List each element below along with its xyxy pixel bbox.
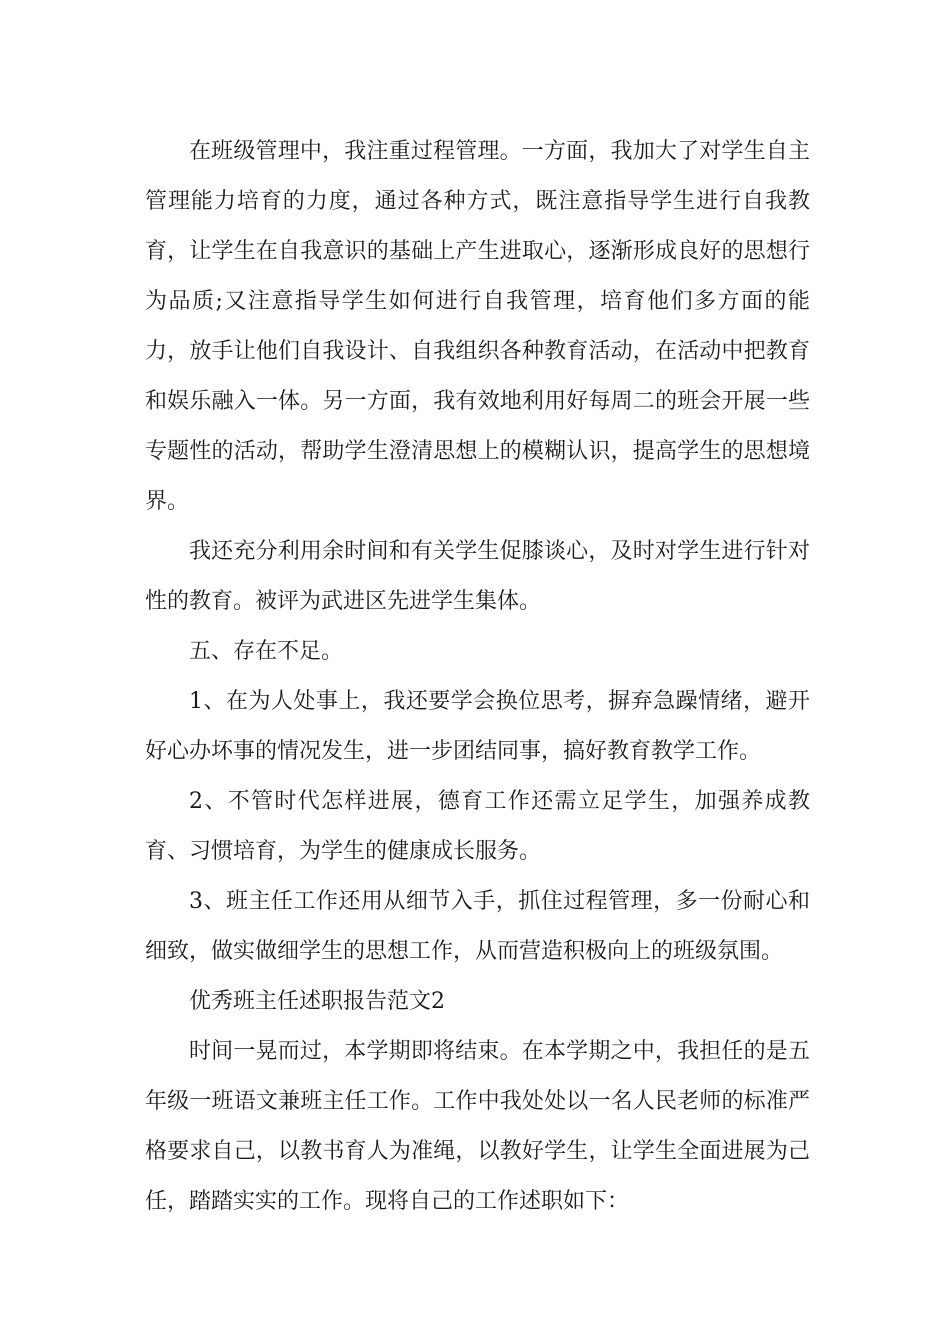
paragraph-intro-2: 时间一晃而过，本学期即将结束。在本学期之中，我担任的是五年级一班语文兼班主任工作。工作中我处处以一名人民老师的标准严格要求自己，以教书育人为准绳，以教好学生，让学生全面进展为己任，踏踏实实的工作。现将自己的工作述职如下： bbox=[145, 1039, 810, 1214]
list-item-1: 1、在为人处事上，我还要学会换位思考，摒弃急躁情绪，避开好心办坏事的情况发生，进一步团结同事，搞好教育教学工作。 bbox=[145, 689, 810, 764]
paragraph-class-management: 在班级管理中，我注重过程管理。一方面，我加大了对学生自主管理能力培育的力度，通过各种方式，既注意指导学生进行自我教育，让学生在自我意识的基础上产生进取心，逐渐形成良好的思想行为品质;又注意指导学生如何进行自我管理，培育他们多方面的能力，放手让他们自我设计、自我组织各种教育活动，在活动中把教育和娱乐融入一体。另一方面，我有效地利用好每周二的班会开展一些专题性的活动，帮助学生澄清思想上的模糊认识，提高学生的思想境界。 bbox=[145, 139, 810, 514]
essay-title-2: 优秀班主任述职报告范文2 bbox=[189, 989, 445, 1014]
list-item-3: 3、班主任工作还用从细节入手，抓住过程管理，多一份耐心和细致，做实做细学生的思想工作，从而营造积极向上的班级氛围。 bbox=[145, 889, 810, 964]
list-item-2: 2、不管时代怎样进展，德育工作还需立足学生，加强养成教育、习惯培育，为学生的健康成长服务。 bbox=[145, 789, 810, 864]
section-heading-shortcomings: 五、存在不足。 bbox=[189, 639, 344, 664]
paragraph-heart-to-heart: 我还充分利用余时间和有关学生促膝谈心，及时对学生进行针对性的教育。被评为武进区先进学生集体。 bbox=[145, 539, 810, 614]
document-body bbox=[145, 127, 810, 1227]
